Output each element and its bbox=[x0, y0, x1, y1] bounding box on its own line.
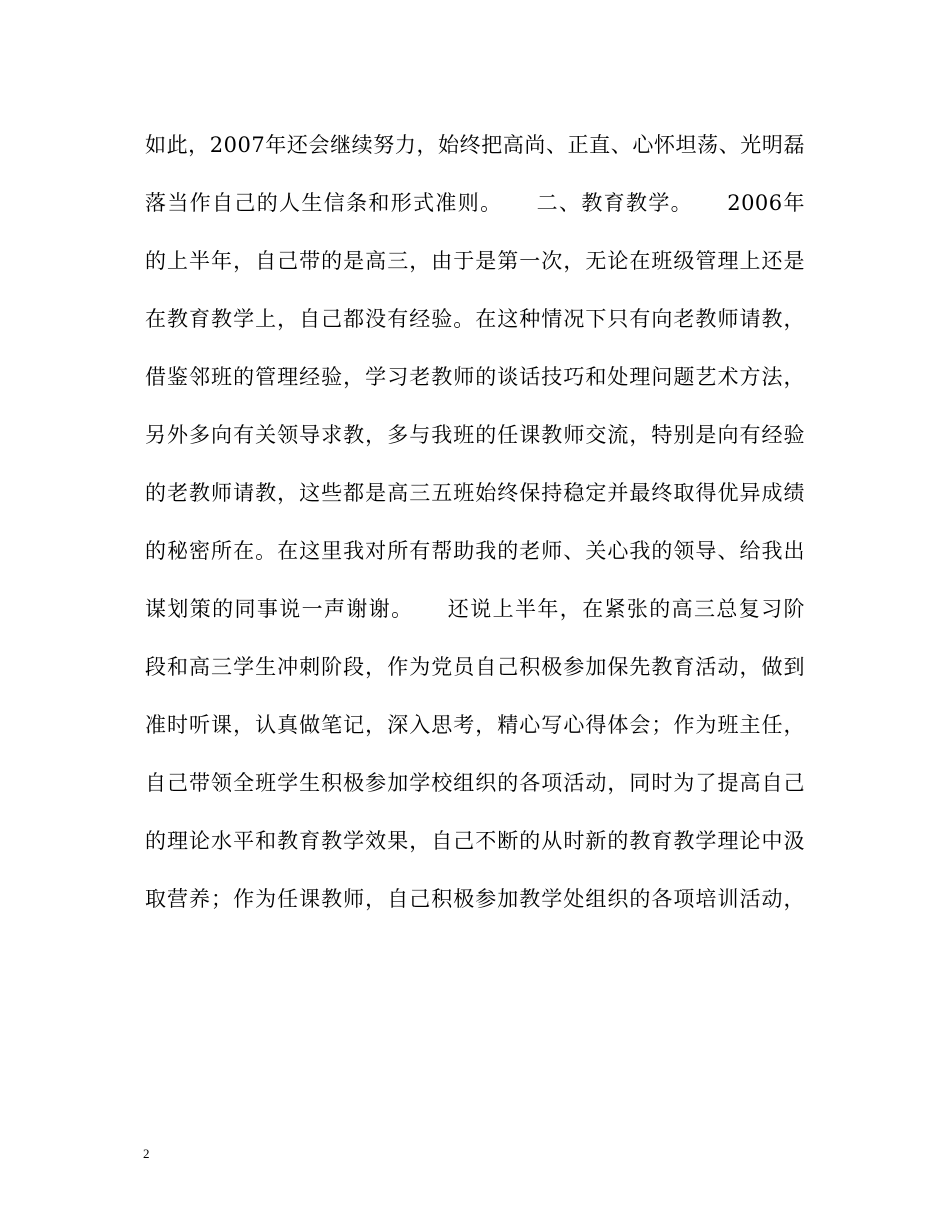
text-line: 的老教师请教，这些都是高三五班始终保持稳定并最终取得优异成绩 bbox=[145, 481, 805, 505]
page-number: 2 bbox=[143, 1146, 150, 1161]
text-line: 借鉴邻班的管理经验，学习老教师的谈话技巧和处理问题艺术方法， bbox=[145, 365, 805, 389]
text-line: 取营养；作为任课教师，自己积极参加教学处组织的各项培训活动， bbox=[145, 887, 805, 911]
text-line: 自己带领全班学生积极参加学校组织的各项活动，同时为了提高自己 bbox=[145, 771, 805, 795]
text-line: 的秘密所在。在这里我对所有帮助我的老师、关心我的领导、给我出 bbox=[145, 539, 805, 563]
text-line: 落当作自己的人生信条和形式准则。 二、教育教学。 2006年 bbox=[145, 191, 805, 215]
text-line: 的上半年，自己带的是高三，由于是第一次，无论在班级管理上还是 bbox=[145, 249, 805, 273]
text-line: 准时听课，认真做笔记，深入思考，精心写心得体会；作为班主任， bbox=[145, 713, 805, 737]
text-line: 如此，2007年还会继续努力，始终把高尚、正直、心怀坦荡、光明磊 bbox=[145, 133, 805, 157]
text-line: 段和高三学生冲刺阶段，作为党员自己积极参加保先教育活动，做到 bbox=[145, 655, 805, 679]
text-line: 的理论水平和教育教学效果，自己不断的从时新的教育教学理论中汲 bbox=[145, 829, 805, 853]
body-text bbox=[145, 122, 805, 934]
text-line: 另外多向有关领导求教，多与我班的任课教师交流，特别是向有经验 bbox=[145, 423, 805, 447]
text-line: 谋划策的同事说一声谢谢。 还说上半年，在紧张的高三总复习阶 bbox=[145, 597, 805, 621]
text-line: 在教育教学上，自己都没有经验。在这种情况下只有向老教师请教， bbox=[145, 307, 805, 331]
